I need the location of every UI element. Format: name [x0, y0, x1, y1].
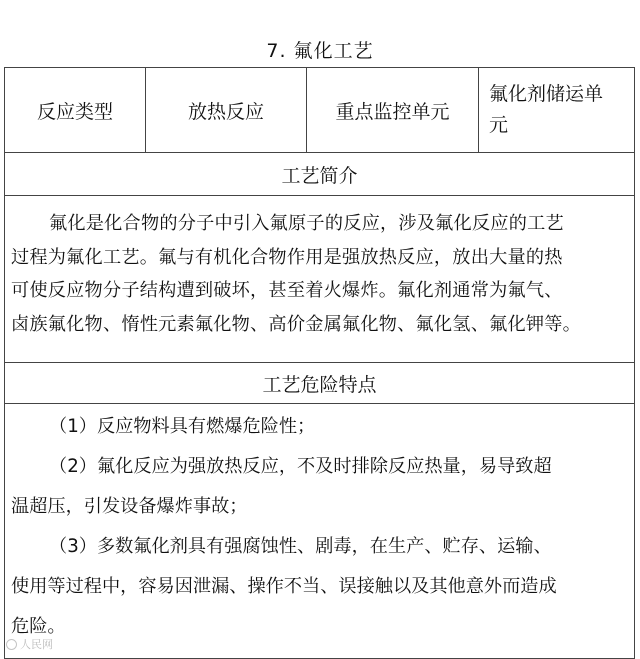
monitor-unit-label: 重点监控单元: [307, 68, 479, 152]
intro-heading: 工艺简介: [281, 164, 358, 187]
intro-line: 过程为氟化工艺。氟与有机化合物作用是强放热反应，放出大量的热: [11, 246, 563, 268]
hazard-item-2: [11, 447, 636, 527]
reaction-type-value: 放热反应: [146, 68, 307, 152]
intro-line: 氟化是化合物的分子中引入氟原子的反应，涉及氟化反应的工艺: [49, 213, 564, 234]
hazard-line: 使用等过程中，容易因泄漏、操作不当、误接触以及其他意外而造成: [11, 576, 557, 597]
watermark-text: 人民网: [20, 638, 53, 651]
hazard-line: （3）多数氟化剂具有强腐蚀性、剧毒，在生产、贮存、运输、: [49, 536, 552, 557]
watermark: [6, 636, 53, 652]
hazard-line: 危险。: [11, 616, 66, 637]
monitor-unit-value: [479, 68, 634, 152]
hazard-line: （1）反应物料具有燃爆危险性；: [49, 416, 316, 437]
hazard-item-1: [11, 407, 636, 447]
hazard-item-3: [11, 527, 636, 647]
hazards-body: [5, 404, 634, 658]
monitor-unit-value-line1: 氟化剂储运单: [489, 83, 604, 105]
watermark-logo-icon: [6, 639, 17, 650]
hazards-heading: 工艺危险特点: [262, 373, 377, 396]
reaction-type-label: 反应类型: [5, 68, 146, 152]
intro-line: 卤族氟化物、惰性元素氟化物、高价金属氟化物、氟化氢、氟化钾等。: [11, 313, 582, 335]
hazards-heading-row: [5, 363, 634, 404]
intro-paragraph: [11, 207, 630, 341]
intro-heading-row: [5, 153, 634, 196]
intro-line: 可使反应物分子结构遭到破坏，甚至着火爆炸。氟化剂通常为氟气、: [11, 280, 563, 302]
intro-body-row: [5, 196, 634, 363]
header-row: [5, 68, 634, 153]
page-title: 7. 氟化工艺: [266, 40, 374, 62]
hazard-line: （2）氟化反应为强放热反应，不及时排除反应热量，易导致超: [49, 456, 552, 477]
hazard-line: 温超压，引发设备爆炸事故；: [11, 496, 248, 517]
process-table: [4, 67, 635, 659]
monitor-unit-value-line2: 元: [489, 114, 509, 136]
